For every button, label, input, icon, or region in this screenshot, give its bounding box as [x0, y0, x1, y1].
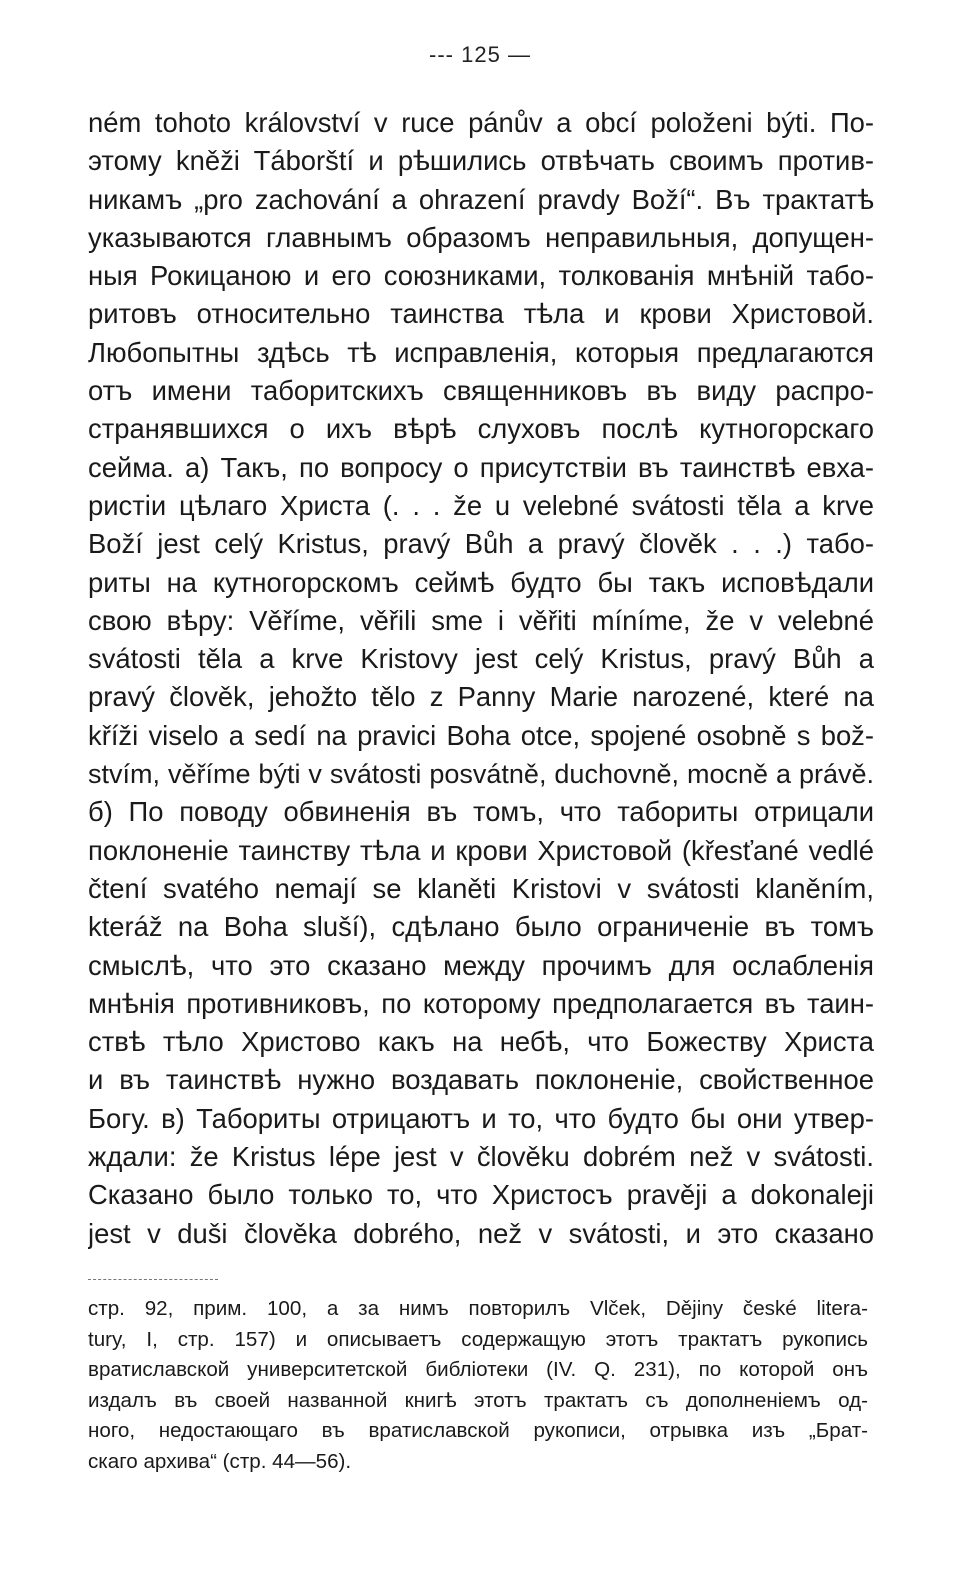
footnote-line: ного, недостающаго въ вратиславской рукописи, отрывка изъ „Брат-: [88, 1419, 868, 1443]
text-line: риты на кутногорскомъ сеймѣ будто бы такъ исповѣдали: [88, 566, 874, 598]
text-line: смыслѣ, что это сказано между прочимъ для ослабленія: [88, 949, 874, 981]
footnote-separator: [88, 1279, 218, 1280]
text-line: pravý člověk, jehožto tělo z Panny Marie narozené, které na: [88, 681, 874, 713]
text-line: ритовъ относительно таинства тѣла и крови Христовой.: [88, 298, 874, 330]
footnote-line: скаго архива“ (стр. 44—56).: [88, 1449, 352, 1473]
text-line: странявшихся о ихъ вѣрѣ слуховъ послѣ кутногорскаго: [88, 413, 874, 445]
text-line: ныя Рокицаною и его союзниками, толкованія мнѣній табо-: [88, 260, 874, 292]
text-line: čtení svatého nemají se klaněti Kristovi v svátosti klaněním,: [88, 872, 874, 904]
text-line: stvím, věříme býti v svátosti posvátně, duchovně, mocně a právě.: [88, 759, 874, 790]
text-line: ném tohoto království v ruce pánův a obcí položeni býti. По-: [88, 107, 874, 138]
page-number: --- 125 —: [429, 42, 531, 67]
text-line: kříži viselo a sedí na pravici Boha otce, spojené osobně s bož-: [88, 719, 874, 751]
text-line: б) По поводу обвиненія въ томъ, что табориты отрицали: [88, 796, 874, 828]
footnote-line: издалъ въ своей названной книгѣ этотъ трактатъ съ дополненіемъ од-: [88, 1388, 868, 1412]
text-line: никамъ „pro zachování a ohrazení pravdy Boží“. Въ трактатѣ: [88, 183, 874, 215]
text-line: ждали: že Kristus lépe jest v člověku dobrém než v svátosti.: [88, 1141, 874, 1173]
text-line: и въ таинствѣ нужно воздавать поклоненіе, свойственное: [88, 1064, 874, 1096]
text-line: этому kněži Táborští и рѣшились отвѣчать своимъ против-: [88, 145, 874, 177]
text-line: Любопытны здѣсь тѣ исправленія, которыя предлагаются: [88, 336, 874, 368]
text-line: Богу. в) Табориты отрицаютъ и то, что будто бы они утвер-: [88, 1102, 874, 1134]
text-line: ствѣ тѣло Христово какъ на небѣ, что Божеству Христа: [88, 1026, 874, 1058]
text-line: jest v duši člověka dobrého, než v svátosti, и это сказано: [88, 1217, 874, 1249]
text-line: указываются главнымъ образомъ неправильныя, допущен-: [88, 221, 874, 253]
main-text: [88, 104, 874, 1253]
text-line: kteráž na Boha sluší), сдѣлано было ограниченіе въ томъ: [88, 911, 874, 943]
footnote-line: tury, I, стр. 157) и описываетъ содержащую этотъ трактатъ рукопись: [88, 1327, 868, 1351]
text-line: ристіи цѣлаго Христа (. . . že u velebné svátosti těla a krve: [88, 489, 874, 521]
text-line: Boží jest celý Kristus, pravý Bůh a pravý člověk . . .) табо-: [88, 528, 874, 560]
text-line: свою вѣру: Věříme, věřili sme i věřiti míníme, že v velebné: [88, 604, 874, 636]
text-line: мнѣнія противниковъ, по которому предполагается въ таин-: [88, 987, 874, 1019]
text-line: поклоненіе таинству тѣла и крови Христовой (křesťané vedlé: [88, 834, 874, 866]
text-line: отъ имени таборитскихъ священниковъ въ виду распро-: [88, 375, 874, 407]
text-line: Сказано было только то, что Христосъ pravěji a dokonaleji: [88, 1179, 874, 1211]
footnote: [88, 1294, 868, 1478]
footnote-line: стр. 92, прим. 100, а за нимъ повторилъ Vlček, Dějiny české litera-: [88, 1297, 868, 1320]
text-line: svátosti těla a krve Kristovy jest celý Kristus, pravý Bůh a: [88, 643, 874, 675]
footnote-line: вратиславской университетской библіотеки (IV. Q. 231), по которой онъ: [88, 1358, 868, 1382]
text-line: сейма. а) Такъ, по вопросу о присутствіи въ таинствѣ евха-: [88, 451, 874, 483]
